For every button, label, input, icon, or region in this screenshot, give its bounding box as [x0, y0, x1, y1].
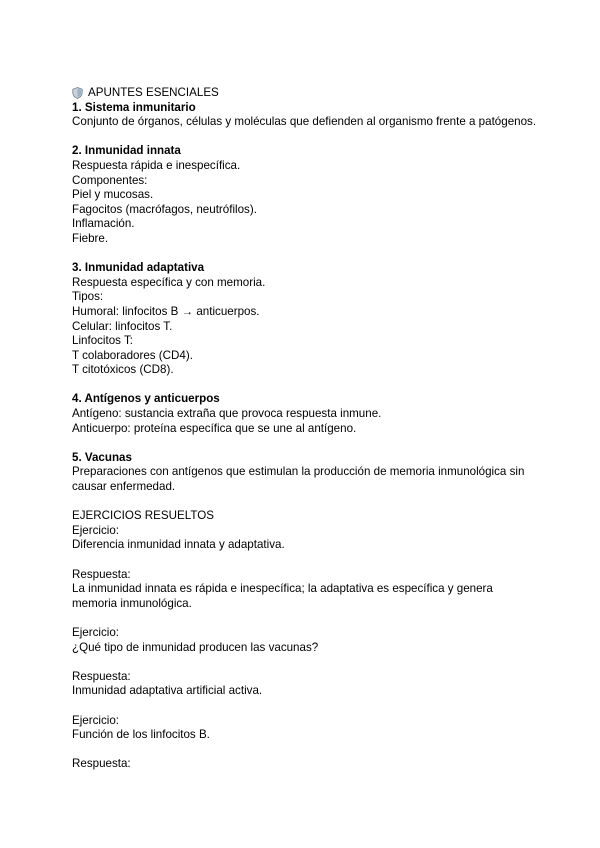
section-text: Inflamación. [72, 217, 135, 231]
section-text: Componentes: [72, 173, 148, 187]
section [72, 261, 532, 378]
answer-text: Inmunidad adaptativa artificial activa. [72, 684, 263, 698]
section-heading: 1. Sistema inmunitario [72, 100, 196, 114]
exercise-question: Diferencia inmunidad innata y adaptativa. [72, 538, 285, 552]
section-text: Fiebre. [72, 231, 109, 245]
section-text: Celular: linfocitos T. [72, 319, 173, 333]
section-text: T colaboradores (CD4). [72, 348, 193, 362]
exercise-item [72, 524, 532, 612]
section-text: Piel y mucosas. [72, 188, 154, 202]
exercise-label: Ejercicio: [72, 523, 120, 537]
section-text: Antígeno: sustancia extraña que provoca respuesta inmune. [72, 407, 382, 421]
answer-label: Respuesta: [72, 669, 131, 683]
section-text: Respuesta rápida e inespecífica. [72, 158, 241, 172]
answer-label: Respuesta: [72, 567, 131, 581]
section-text: Respuesta específica y con memoria. [72, 275, 266, 289]
exercise-question: Función de los linfocitos B. [72, 728, 210, 742]
section-heading: 5. Vacunas [72, 450, 132, 464]
document-content [72, 86, 537, 772]
answer-text: La inmunidad innata es rápida e inespecífica; la adaptativa es específica y genera memoria inmunológica. [72, 582, 493, 610]
section-heading: 3. Inmunidad adaptativa [72, 261, 205, 275]
section-text: Preparaciones con antígenos que estimulan la producción de memoria inmunológica sin causar enfermedad. [72, 465, 525, 494]
document-title-row [72, 86, 532, 101]
answer-label: Respuesta: [72, 757, 131, 771]
exercise-item [72, 626, 532, 699]
section-text: T citotóxicos (CD8). [72, 363, 174, 377]
exercise-question: ¿Qué tipo de inmunidad producen las vacunas? [72, 640, 319, 654]
section-heading: 4. Antígenos y anticuerpos [72, 392, 220, 406]
exercise-item [72, 714, 532, 772]
section-text: Anticuerpo: proteína específica que se une al antígeno. [72, 421, 357, 435]
section-text: Conjunto de órganos, células y moléculas que defienden al organismo frente a patógenos. [72, 115, 537, 129]
exercises-title: EJERCICIOS RESUELTOS [72, 509, 214, 523]
document-title: APUNTES ESENCIALES [88, 86, 219, 99]
section-text: Tipos: [72, 290, 104, 304]
exercise-label: Ejercicio: [72, 625, 120, 639]
section-text: Fagocitos (macrófagos, neutrófilos). [72, 202, 257, 216]
section-text: Humoral: linfocitos B → anticuerpos. [72, 304, 260, 318]
exercise-label: Ejercicio: [72, 713, 120, 727]
section [72, 144, 532, 246]
section [72, 100, 537, 130]
section-text: Linfocitos T: [72, 334, 134, 348]
shield-icon [72, 87, 83, 99]
section-heading: 2. Inmunidad innata [72, 144, 181, 158]
section [72, 451, 532, 495]
section [72, 392, 532, 436]
